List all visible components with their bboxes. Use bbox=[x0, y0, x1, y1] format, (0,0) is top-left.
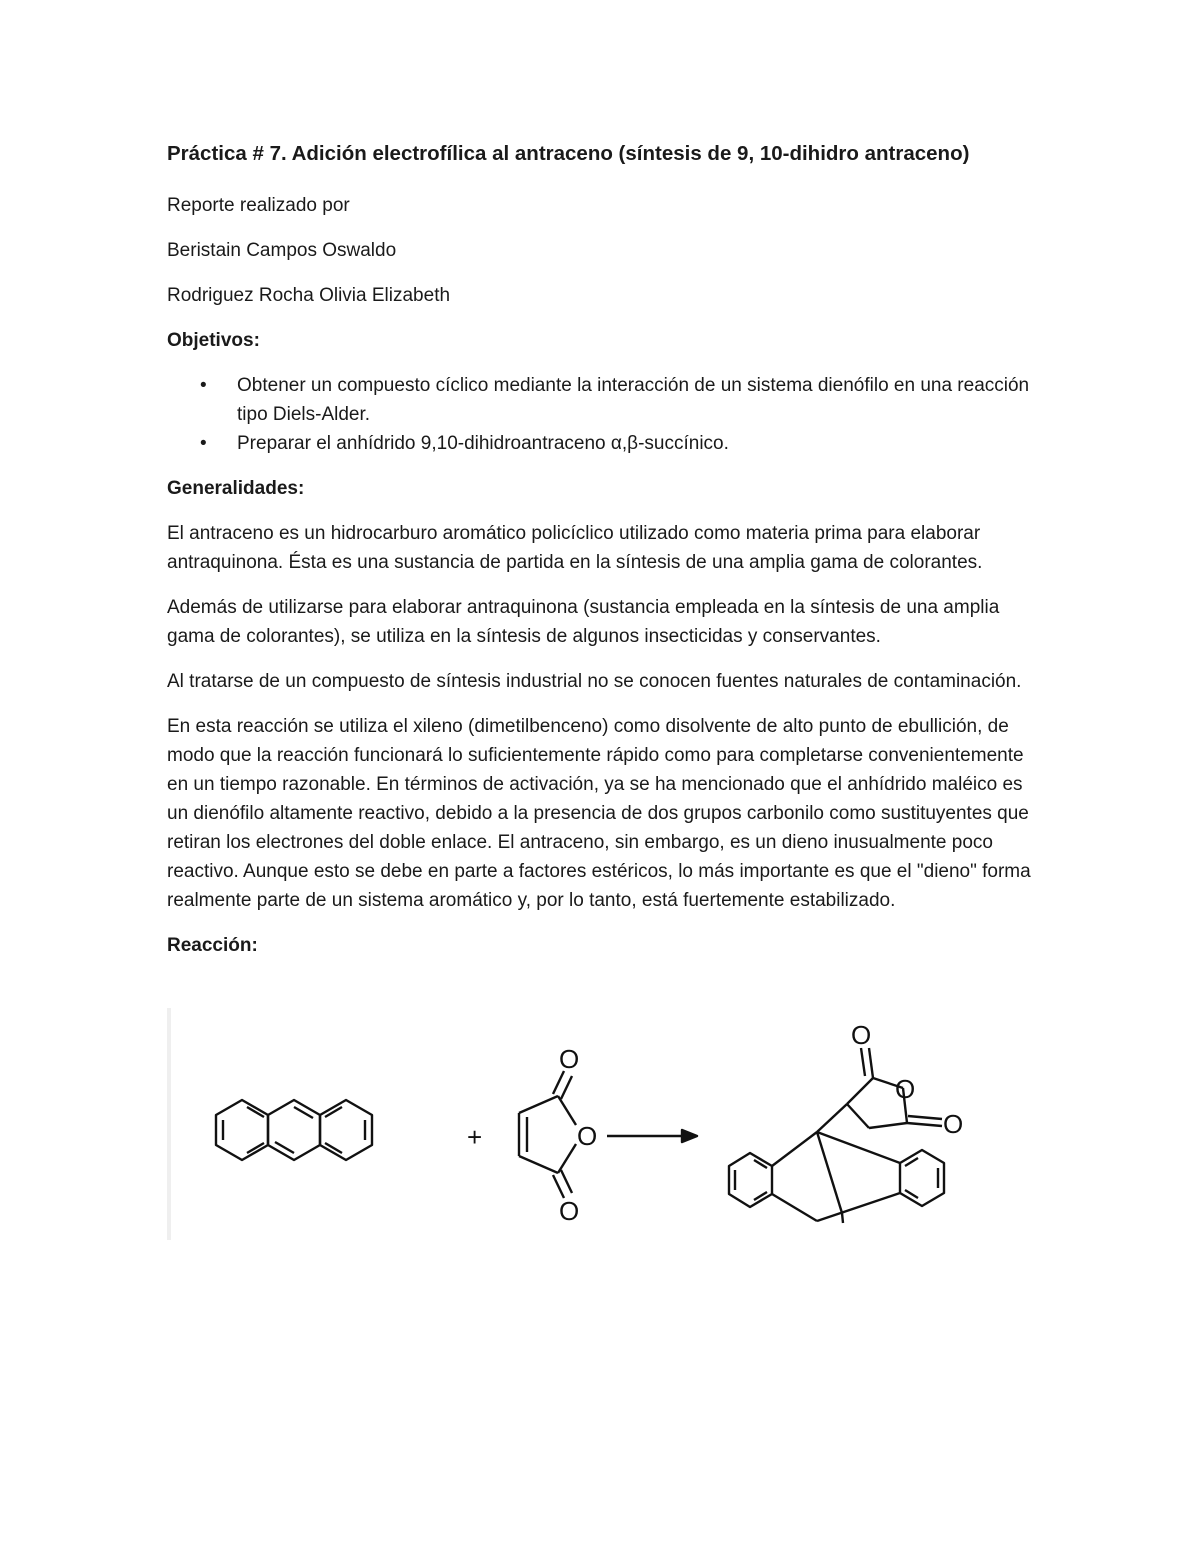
objectives-heading: Objetivos: bbox=[167, 329, 260, 351]
reaction-heading: Reacción: bbox=[167, 934, 258, 956]
oxygen-label: O bbox=[895, 1074, 916, 1104]
authorship-block bbox=[167, 191, 1040, 310]
objective-text: Preparar el anhídrido 9,10-dihidroantraceno α,β-succínico. bbox=[237, 432, 729, 454]
generalities-heading: Generalidades: bbox=[167, 477, 305, 499]
objective-item bbox=[167, 429, 1040, 458]
oxygen-label: O bbox=[559, 1196, 580, 1226]
objective-item bbox=[167, 371, 1040, 429]
oxygen-label: O bbox=[851, 1020, 872, 1050]
report-by-label: Reporte realizado por bbox=[167, 194, 350, 216]
objectives-list bbox=[167, 371, 1040, 458]
objective-text: Obtener un compuesto cíclico mediante la interacción de un sistema dienófilo en una reacción tipo Diels-Alder. bbox=[237, 374, 1030, 425]
paragraph-contamination: Al tratarse de un compuesto de síntesis industrial no se conocen fuentes naturales de contaminación. bbox=[167, 670, 1022, 692]
author-2: Rodriguez Rocha Olivia Elizabeth bbox=[167, 284, 451, 306]
paragraph-anthracene: El antraceno es un hidrocarburo aromático policíclico utilizado como materia prima para elaborar antraquinona. Ésta es una sustancia de partida en la síntesis de una amplia gama de colorantes. bbox=[167, 522, 983, 573]
plus-sign: + bbox=[467, 1122, 483, 1152]
paragraph-uses: Además de utilizarse para elaborar antraquinona (sustancia empleada en la síntesis de una amplia gama de colorantes), se utiliza en la síntesis de algunos insecticidas y conservantes. bbox=[167, 596, 1000, 647]
anthracene-molecule bbox=[216, 1100, 372, 1160]
bullet-icon: • bbox=[200, 374, 207, 396]
bullet-icon: • bbox=[200, 432, 207, 454]
document-title: Práctica # 7. Adición electrofílica al antraceno (síntesis de 9, 10-dihidro antraceno) bbox=[167, 142, 970, 165]
oxygen-label: O bbox=[943, 1109, 964, 1139]
maleic-anhydride-molecule bbox=[519, 1071, 576, 1198]
reaction-diagram bbox=[167, 1008, 1007, 1240]
author-1: Beristain Campos Oswaldo bbox=[167, 239, 397, 261]
oxygen-label: O bbox=[559, 1044, 580, 1074]
paragraph-reaction-conditions: En esta reacción se utiliza el xileno (dimetilbenceno) como disolvente de alto punto de ebullición, de modo que la reacción funcionará lo suficientemente rápido como para completarse convenientemente en un tiempo razonable. En términos de activación, ya se ha mencionado que el anhídrido maléico es un dienófilo altamente reactivo, debido a la presencia de dos grupos carbonilo como sustituyentes que retiran los electrones del doble enlace. El antraceno, sin embargo, es un dieno inusualmente poco reactivo. Aunque esto se debe en parte a factores estéricos, lo más importante es que el "dieno" forma realmente parte de un sistema aromático y, por lo tanto, está fuertemente estabilizado. bbox=[167, 715, 1031, 911]
reaction-arrow bbox=[607, 1130, 697, 1142]
oxygen-label: O bbox=[577, 1121, 598, 1151]
reaction-scheme bbox=[167, 1008, 1007, 1240]
